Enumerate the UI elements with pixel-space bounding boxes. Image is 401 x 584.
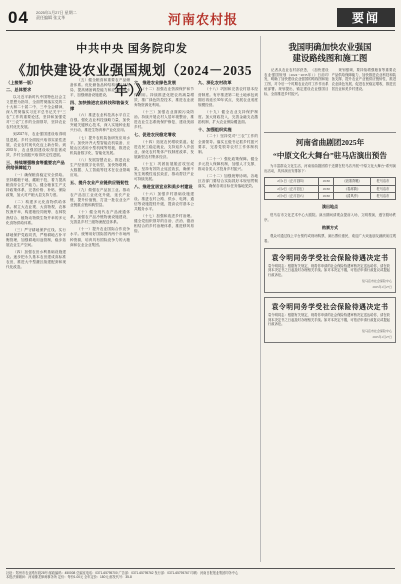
footer-line: 本报法律顾问：河南豫龙律师事务所 定价：每份1.00元 全年定价：180元 邮发代号：35-8 <box>6 575 132 580</box>
notice-date: 2025年1月27日 <box>372 334 392 339</box>
lead-subheading: 二、总体要求 <box>6 87 32 93</box>
notice-issuer: 驻马店市社会保险中心 <box>361 279 392 284</box>
newspaper-logo: 河南农村报 <box>167 11 238 27</box>
table-row <box>265 192 396 199</box>
column-divider <box>260 36 261 562</box>
lead-subheading: 九、深化农村改革 <box>198 80 232 85</box>
table-cell: 19:30 <box>319 185 334 192</box>
notice-date: 2025年1月27日 <box>372 285 392 290</box>
lead-subheading: 十、加强组织实施 <box>198 127 232 133</box>
table-cell: 驻马店市 <box>370 178 395 185</box>
page-footer <box>6 568 395 580</box>
lead-subheading: （上接第一版） <box>6 80 36 85</box>
lead-subheading: 六、推进农业绿色发展 <box>134 80 176 85</box>
notice-title: 袁令明同务学受社会保险待遇决定书 <box>271 304 389 312</box>
lead-article <box>6 34 258 574</box>
lead-subheading: 八、推进宜居宜业和美乡村建设 <box>134 184 193 190</box>
section-label: 要闻 <box>337 8 395 27</box>
lead-paragraph: （十二）加强农业资源保护和节约利用。持续推进化肥农药减量增效，推广绿色防控技术，推进农业废弃物资源化利用。 <box>134 87 194 107</box>
lead-paragraph: （一）确保粮食稳定安全供给。坚持藏粮于地、藏粮于技，着力提高粮食综合生产能力。健全粮食生产支持政策体系，完善价格、补贴、保险政策，加大对产粮大县支持力度。 <box>6 172 66 198</box>
side-story-1-title-line1: 我国明确加快农业强国 <box>288 43 372 52</box>
footer-line: 社址：郑州市农业路东段28号 邮政编码：450008 总编室电话：0371-65795700 广告部：0371-65795762 发行部：0371-65795767 印刷：河南日报报业集团印务中心 <box>6 571 239 575</box>
notice-text: 袁令明同志：根据有关规定，现将你申请的社会保险待遇审核决定送达给你，请在收到本决定书之日起及时办理相关手续。如对本决定不服，可依法申请行政复议或提起行政诉讼。 <box>268 313 390 327</box>
lead-column <box>134 78 194 568</box>
lead-subheading: 五、提升农业产业链供应链韧性 <box>70 180 129 186</box>
table-cell: 《清风亭》 <box>334 192 371 199</box>
lead-columns <box>6 78 258 568</box>
lead-headline-top: 中共中央 国务院印发 <box>76 43 188 55</box>
lead-headline-main: 《加快建设农业强国规划（2024－2035年）》 <box>12 63 252 98</box>
side-story-2-subheading: 演出地点 <box>322 204 338 210</box>
lead-paragraph: （十六）加强乡村基础设施建设。推进农村公路、供水、电网、通信等设施提档升级，提高农村基本公共服务水平。 <box>134 191 194 211</box>
side-story-1 <box>264 42 396 128</box>
lead-paragraph: （十五）巩固拓展脱贫攻坚成果。坚持有效防止返贫致贫，确保不发生规模性返贫致贫，推动帮扶产业可持续发展。 <box>134 161 194 182</box>
table-cell: 19:30 <box>319 178 334 185</box>
notice-title: 袁令明同务学受社会保险待遇决定书 <box>271 254 389 262</box>
lead-paragraph: （十八）巩固和完善农村基本经营制度。有序推进第二轮土地承包到期后再延长30年试点，发展农业适度规模经营。 <box>198 87 258 107</box>
side-story-2-text: 观众可通过线上平台预约或现场购票，演出票价惠民，欢迎广大戏迷朋友踊跃前往观看。 <box>264 234 396 244</box>
lead-paragraph: （二十一）强化政策保障。健全多元投入保障机制，加强人才支撑，推动各类人才投身乡村振兴。 <box>198 156 258 172</box>
lead-paragraph: （十）健全现代农产品流通体系。加强农产品冷链物流设施建设，完善县乡村三级物流配送体系。 <box>70 210 130 225</box>
table-cell: 驻马店市 <box>370 185 395 192</box>
side-story-2-intro: 为丰富群众文化生活，河南省曲剧团将于近期在驻马店开展“中原文化大舞台”系列演出活动，具体演出安排如下： <box>264 164 396 173</box>
table-cell: 2月2日（正月初五） <box>265 185 319 192</box>
notice-issuer: 驻马店市社会保险中心 <box>361 328 392 333</box>
side-story-1-title-line2: 建设路线图和施工图 <box>292 54 368 63</box>
table-row <box>265 178 396 185</box>
side-story-2-title-line2: “中原文化大舞台”驻马店演出预告 <box>273 151 387 160</box>
lead-subheading: 三、持续增强粮食等重要农产品供给保障能力 <box>6 159 65 171</box>
lead-column <box>70 78 130 568</box>
table-cell: 驻马店市 <box>370 192 395 199</box>
lead-paragraph: （二十）坚持党对“三农”工作的全面领导。落实五级书记抓乡村振兴要求，完善党领导农村工作体制机制。 <box>198 134 258 154</box>
side-story-2-subheading: 购票方式 <box>322 225 338 231</box>
lead-column <box>198 78 258 568</box>
header-editor: 责任编辑 张文华 <box>36 15 66 20</box>
performance-table <box>264 177 396 200</box>
table-cell: 《卷席筒》 <box>334 185 371 192</box>
lead-paragraph: （十四）拓宽农民增收渠道。促进农民工稳定就业，支持返乡入乡创业，深化农村集体产权制度改革，发展新型农村集体经济。 <box>134 139 194 159</box>
table-cell: 2月1日（正月初四） <box>265 178 319 185</box>
lead-paragraph: （二十二）加强统筹协调。各地区各部门要结合实际抓好本规划贯彻落实，确保各项目标任务落地见效。 <box>198 174 258 189</box>
side-story-1-col <box>332 68 397 128</box>
table-cell: 19:30 <box>319 192 334 199</box>
lead-paragraph: （十三）加强农业面源污染防治。持续开展农村人居环境整治，推进农业生态系统保护修复，建设美丽乡村。 <box>134 109 194 130</box>
lead-paragraph: （十七）加强和改进乡村治理。健全党组织领导的自治、法治、德治相结合的乡村治理体系，推进移风易俗。 <box>134 214 194 234</box>
notice-box <box>264 248 396 294</box>
lead-paragraph: （八）发展智慧农业。推进农业生产经营数字化转型，加快物联网、大数据、人工智能等技术在农业领域应用。 <box>70 157 130 178</box>
lead-paragraph: （五）健全粮食和重要农产品储备体系。优化储备品种结构和区域布局，提高储备调控能力和应急保障水平，加强储备设施建设。 <box>70 78 130 98</box>
right-column <box>264 36 396 562</box>
side-story-1-col <box>264 68 329 128</box>
table-row <box>265 185 396 192</box>
header-date: 2025年1月27日 星期二 <box>36 10 77 15</box>
table-cell: 《寇准背靴》 <box>334 178 371 185</box>
side-story-2 <box>264 137 396 244</box>
side-story-1-title <box>264 42 396 64</box>
lead-paragraph: （十一）提升农业国际合作竞争水平。统筹用好国际国内两个市场两种资源，培育具有国际竞争力的大粮商和农业企业集团。 <box>70 227 130 247</box>
page-number: 04 <box>8 8 29 27</box>
header-rule <box>6 30 395 31</box>
side-story-1-text: 记者从农业农村部获悉，《加快建设农业强国规划（2024－2035年）》日前印发，明确了加快建设农业强国的路线图和施工图，对今后一个时期农业农村工作作出系统部署。规划提出，锚定建设农业强国目标，全面推进乡村振兴。 <box>264 68 329 96</box>
lead-subheading: 七、促进农民稳定增收 <box>134 132 176 138</box>
table-cell: 2月3日（正月初六） <box>265 192 319 199</box>
notices <box>264 248 396 343</box>
lead-paragraph: （二）构建多元化食物供给体系。树立大农业观、大食物观，农林牧渔并举，构建粮经饲统筹、农林牧渔结合、植物动物微生物并举的多元化食物供给体系。 <box>6 200 66 225</box>
lead-paragraph: 以习近平新时代中国特色社会主义思想为指导，全面贯彻落实党的二十大和二十届二中、三中全会精神，深入贯彻落实习近平总书记关于“三农”工作的重要论述，坚持和加强党对“三农”工作的全面领导，坚持农业农村优先发展。 <box>6 94 66 130</box>
lead-paragraph: （四）加强农田水利基础设施建设。逐步把永久基本农田建成高标准农田，推进大中型灌区续建配套和现代化改造。 <box>6 250 66 270</box>
lead-column <box>6 78 66 568</box>
lead-paragraph: （六）推进农业科技高水平自立自强。强化农业科技战略力量，加快突破关键核心技术，深入实施种业振兴行动，推进生物育种产业化应用。 <box>70 113 130 133</box>
side-story-2-text: 驻马店市文化艺术中心大剧院。演出期间请观众提前入场，文明观演，遵守剧场秩序。 <box>264 213 396 222</box>
lead-paragraph: （九）做强农产品加工业。推动农产品加工业优化升级，延长产业链，提升价值链，打造一批农业全产业链重点链和典型县。 <box>70 187 130 207</box>
header-meta <box>36 10 96 20</box>
notice-box <box>264 297 396 343</box>
side-story-2-title-line1: 河南省曲剧团2025年 <box>295 138 365 147</box>
side-story-1-text: 规划强调，要持续增强粮食等重要农产品供给保障能力，加快推进农业科技和装备支撑，提升农业产业链供应链韧性，推进农业绿色发展，促进农民稳定增收，推进宜居宜业和美乡村建设。 <box>331 68 396 91</box>
page-header <box>6 8 395 30</box>
lead-subheading: 四、加快推进农业科技和装备支撑 <box>70 100 129 111</box>
side-story-1-body <box>264 68 396 128</box>
lead-paragraph: （十九）健全农业支持保护制度。加大财政投入，完善金融支农激励机制，扩大农业保险覆盖面。 <box>198 109 258 124</box>
lead-paragraph: 到2027年，农业强国建设取得明显进展。乡村全面振兴取得实质性进展，农业农村现代化迈上新台阶。到2035年，农业强国建设取得显著成效，乡村全面振兴取得决定性进展。 <box>6 132 66 157</box>
notice-text: 袁令明同志：根据有关规定，现将你申请的社会保险待遇审核决定送达给你，请在收到本决定书之日起及时办理相关手续。如对本决定不服，可依法申请行政复议或提起行政诉讼。 <box>268 263 390 277</box>
lead-paragraph: （三）严守耕地保护红线。实行耕地保护党政同责，严格耕地占补平衡管理，加强耕地用途管制，稳步拓展农业生产空间。 <box>6 227 66 247</box>
lead-paragraph: （七）提升农机装备研发应用水平。加快补齐大型智能农机装备、丘陵山区适用小型机械等短板，推进农机装备数字化、智能化发展。 <box>70 135 130 155</box>
side-divider <box>264 132 396 133</box>
